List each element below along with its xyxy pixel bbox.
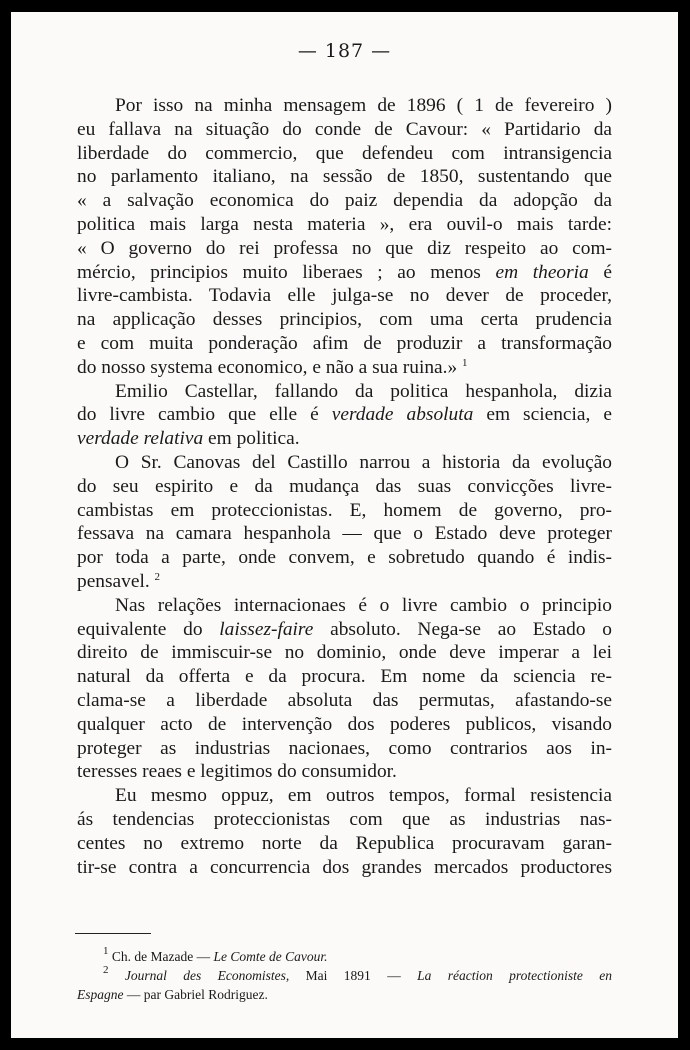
text-segment: equivalente do [77,618,203,640]
italic-phrase: laissez-faire [219,618,314,640]
paragraph-5 [77,784,612,879]
text-line: Nas relações internacionaes é o livre cambio o principio [115,594,612,616]
text-line: « a salvação economica do paiz dependia da adopção da [77,190,612,212]
text-line: fessava na camara hespanhola — que o Estado deve proteger [77,523,612,545]
text-line [77,261,612,285]
text-segment: do livre cambio que elle é [77,404,319,426]
italic-phrase: Espagne [77,987,124,1002]
text-segment: do nosso systema economico, e não a sua ruina.» [77,356,458,378]
text-line [77,403,612,427]
text-line: « O governo do rei professa no que diz respeito ao com- [77,237,612,259]
text-line [77,570,612,594]
footnote-2-cont [77,985,612,1004]
text-line: tir-se contra a concurrencia dos grandes mercados productores [77,856,612,878]
text-line: na applicação desses principios, com uma certa prudencia [77,309,612,331]
text-line: liberdade do commercio, que defendeu com intransigencia [77,142,612,164]
text-line: centes no extremo norte da Republica procuravam garan- [77,832,612,854]
text-segment: Mai 1891 — [305,968,401,983]
footnote-number: 1 [103,945,109,957]
footnote-divider [75,933,151,934]
text-line [77,618,612,642]
text-line: do seu espirito e da mudança das suas convicções livre- [77,475,612,497]
italic-phrase: Le Comte de Cavour. [213,949,328,964]
text-line: por toda a parte, onde convem, e sobretudo quando é indis- [77,547,612,569]
footnote-1 [77,947,612,966]
text-line: proteger as industrias nacionaes, como contrarios aos in- [77,737,612,759]
italic-phrase: Journal des Economistes, [124,968,290,983]
paragraph-1 [77,94,612,380]
text-line: Eu mesmo oppuz, em outros tempos, formal resistencia [115,785,612,807]
text-line: livre-cambista. Todavia elle julga-se no dever de proceder, [77,285,612,307]
text-line: natural da offerta e da procura. Em nome da sciencia re- [77,666,612,688]
paragraph-2 [77,380,612,451]
footnote-number: 2 [103,964,109,976]
text-segment: Ch. de Mazade — [111,949,211,964]
book-page [11,12,678,1038]
italic-phrase: verdade relativa [77,428,204,450]
footnote-ref: 1 [462,356,468,369]
text-line: eu fallava na situação do conde de Cavour: « Partidario da [77,118,612,140]
italic-phrase: em theoria [495,261,589,283]
text-line: politica mais larga nesta materia », era ouvil-o mais tarde: [77,213,612,235]
text-segment: é [603,261,612,283]
text-segment: pensavel. [77,570,150,592]
footnotes [77,947,612,1004]
page-body [77,94,612,879]
text-line [77,427,612,451]
text-segment: em politica. [208,428,300,450]
italic-phrase: La réaction protectioniste en [417,968,612,983]
text-line: O Sr. Canovas del Castillo narrou a historia da evolução [115,451,612,473]
italic-phrase: verdade absoluta [331,404,474,426]
text-line: direito de immiscuir-se no dominio, onde deve imperar a lei [77,642,612,664]
footnote-ref: 2 [154,570,161,583]
text-line: qualquer acto de intervenção dos poderes publicos, visando [77,713,612,735]
text-line [77,356,612,380]
text-segment: absoluto. Nega-se ao Estado o [330,618,612,640]
text-line: clama-se a liberdade absoluta das permutas, afastando-se [77,689,612,711]
text-line: no parlamento italiano, na sessão de 1850, sustentando que [77,166,612,188]
paragraph-4 [77,594,612,784]
paragraph-3 [77,451,612,594]
text-segment: — par Gabriel Rodriguez. [126,987,268,1002]
text-segment: mércio, principios muito liberaes ; ao menos [77,261,481,283]
text-line: e com muita ponderação afim de produzir a transformação [77,332,612,354]
text-line: teresses reaes e legitimos do consumidor. [77,761,397,783]
page-number: — 187 — [297,40,392,62]
text-segment: em sciencia, e [486,404,612,426]
text-line: Emilio Castellar, fallando da politica hespanhola, dizia [115,380,612,402]
footnote-2 [77,966,612,985]
text-line: Por isso na minha mensagem de 1896 ( 1 de fevereiro ) [115,95,612,116]
text-line: ás tendencias proteccionistas com que as industrias nas- [77,808,612,830]
text-line: cambistas em proteccionistas. E, homem de governo, pro- [77,499,612,521]
